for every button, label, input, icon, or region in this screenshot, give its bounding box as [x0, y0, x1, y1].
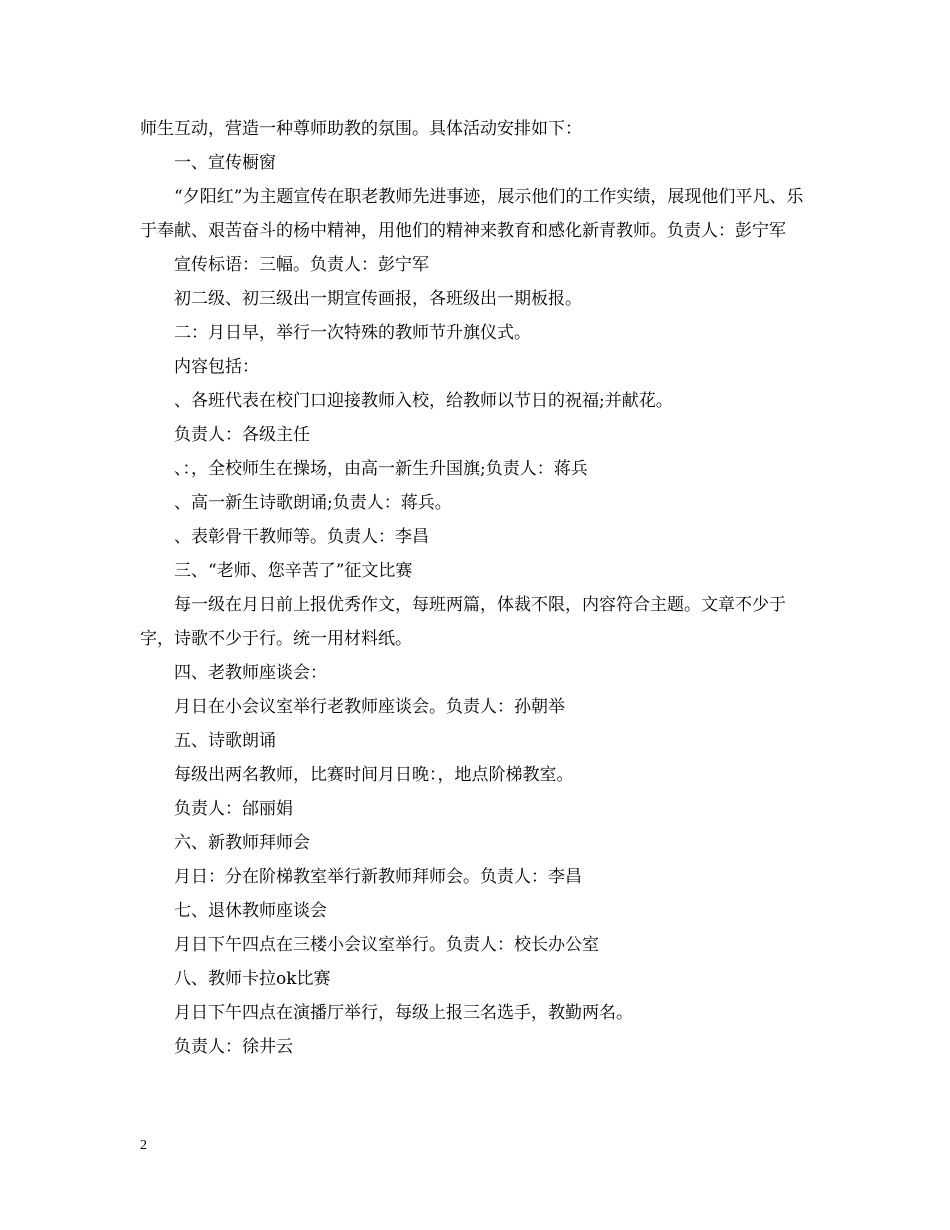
paragraph-retiree-symposium: 月日下午四点在三楼小会议室举行。负责人：校长办公室 [174, 935, 599, 955]
section-heading-8: 八、教师卡拉ok比赛 [174, 969, 331, 989]
paragraph-symposium: 月日在小会议室举行老教师座谈会。负责人：孙朝举 [174, 697, 565, 717]
page-number: 2 [140, 1138, 147, 1153]
list-item-poetry: 、高一新生诗歌朗诵;负责人：蒋兵。 [174, 493, 452, 513]
list-item-flag-raising: 、：，全校师生在操场，由高一新生升国旗;负责人：蒋兵 [174, 459, 588, 479]
section-heading-2: 二：月日早，举行一次特殊的教师节升旗仪式。 [174, 323, 531, 343]
list-item-commendation: 、表彰骨干教师等。负责人：李昌 [174, 527, 429, 547]
section-heading-5: 五、诗歌朗诵 [174, 731, 276, 751]
paragraph-recitation: 每级出两名教师，比赛时间月日晚：，地点阶梯教室。 [174, 765, 574, 785]
paragraph-contents-label: 内容包括： [174, 357, 259, 377]
paragraph-showcase: “夕阳红”为主题宣传在职老教师先进事迹，展示他们的工作实绩，展现他们平凡、乐于奉献、艰苦奋斗的杨中精神，用他们的精神来教育和感化新青教师。负责人：彭宁军 [140, 187, 804, 241]
paragraph-responsible: 负责人：各级主任 [174, 425, 310, 445]
paragraph-essay-rules: 每一级在月日前上报优秀作文，每班两篇，体裁不限，内容符合主题。文章不少于字，诗歌不少于行。统一用材料纸。 [140, 595, 786, 649]
paragraph-karaoke: 月日下午四点在演播厅举行，每级上报三名选手，教勤两名。 [174, 1003, 633, 1023]
paragraph-intro: 师生互动，营造一种尊师助教的氛围。具体活动安排如下： [140, 119, 582, 139]
paragraph-responsible: 负责人：邰丽娟 [174, 799, 293, 819]
section-heading-4: 四、老教师座谈会： [174, 663, 327, 683]
paragraph-posters: 初二级、初三级出一期宣传画报，各班级出一期板报。 [174, 289, 582, 309]
document-body [140, 112, 816, 1064]
paragraph-responsible: 负责人：徐井云 [174, 1037, 293, 1057]
paragraph-slogans: 宣传标语：三幅。负责人：彭宁军 [174, 255, 429, 275]
section-heading-7: 七、退休教师座谈会 [174, 901, 327, 921]
section-heading-1: 一、宣传橱窗 [174, 153, 276, 173]
list-item-welcome: 、各班代表在校门口迎接教师入校，给教师以节日的祝福;并献花。 [174, 391, 673, 411]
paragraph-mentor-ceremony: 月日：分在阶梯教室举行新教师拜师会。负责人：李昌 [174, 867, 582, 887]
section-heading-6: 六、新教师拜师会 [174, 833, 310, 853]
section-heading-3: 三、“老师、您辛苦了”征文比赛 [174, 561, 413, 581]
